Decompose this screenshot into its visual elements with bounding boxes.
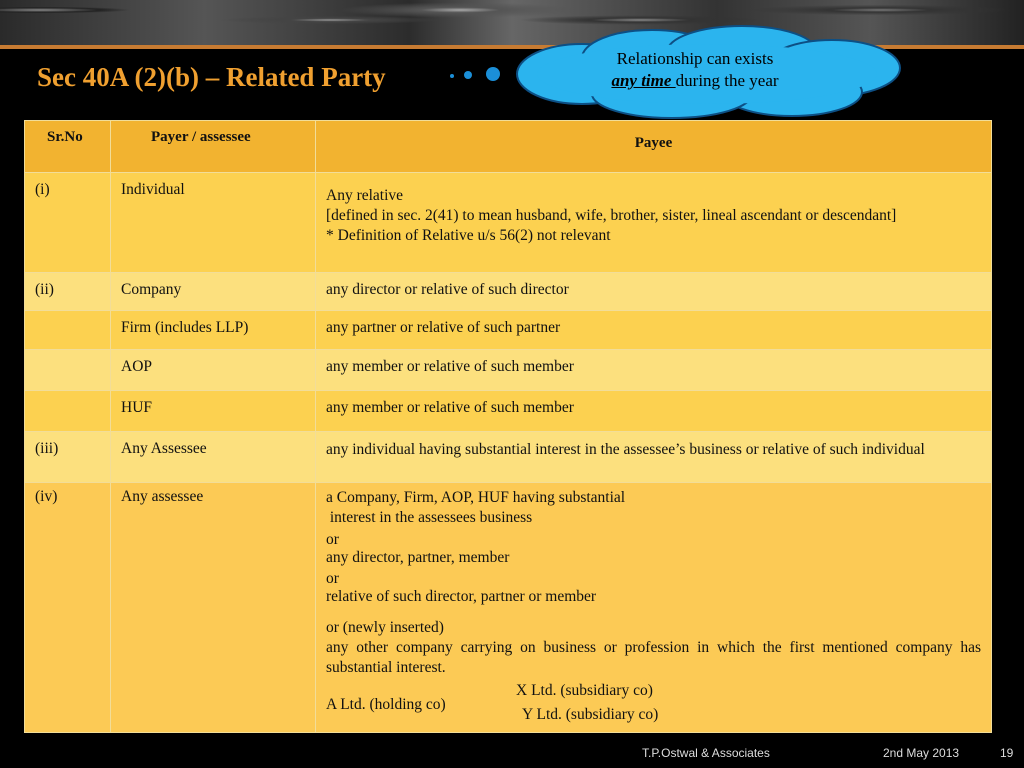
cell-sr: (iv) bbox=[25, 483, 111, 733]
cell-payee: any director or relative of such director bbox=[316, 273, 992, 311]
cell-payee: any member or relative of such member bbox=[316, 350, 992, 391]
footer-page-number: 19 bbox=[1000, 746, 1014, 760]
header-sr-no: Sr.No bbox=[25, 121, 111, 173]
cell-payer: AOP bbox=[111, 350, 316, 391]
callout-line1: Relationship can exists bbox=[616, 49, 774, 68]
cell-sr bbox=[25, 311, 111, 350]
footer-organization: T.P.Ostwal & Associates bbox=[642, 746, 770, 760]
cell-sr bbox=[25, 350, 111, 391]
payee-line: a Company, Firm, AOP, HUF having substantial bbox=[326, 489, 626, 506]
table-row bbox=[25, 432, 992, 483]
header-payer: Payer / assessee bbox=[111, 121, 316, 173]
table-row bbox=[25, 173, 992, 273]
holding-diagram bbox=[326, 682, 981, 732]
payee-line: Any relative bbox=[326, 187, 404, 204]
cell-payee bbox=[316, 173, 992, 273]
cell-sr: (i) bbox=[25, 173, 111, 273]
slide-title: Sec 40A (2)(b) – Related Party bbox=[37, 62, 386, 92]
subsidiary-x: X Ltd. (subsidiary co) bbox=[516, 682, 653, 699]
holding-company: A Ltd. (holding co) bbox=[326, 696, 446, 713]
payee-line: [defined in sec. 2(41) to mean husband, wife, brother, sister, lineal ascendant or descendant] bbox=[326, 207, 897, 224]
decorative-dot-small bbox=[450, 74, 454, 78]
cell-payee bbox=[316, 483, 992, 733]
cell-payer: Company bbox=[111, 273, 316, 311]
subsidiary-y: Y Ltd. (subsidiary co) bbox=[522, 706, 659, 723]
cell-sr bbox=[25, 391, 111, 432]
payee-line: any director, partner, member bbox=[326, 549, 510, 566]
decorative-dot-medium bbox=[464, 71, 472, 79]
header-payee: Payee bbox=[316, 121, 992, 173]
payee-line: * Definition of Relative u/s 56(2) not relevant bbox=[326, 227, 611, 244]
payee-or: or bbox=[326, 570, 339, 587]
cell-payer: Any Assessee bbox=[111, 432, 316, 483]
table-row bbox=[25, 350, 992, 391]
cell-sr: (ii) bbox=[25, 273, 111, 311]
cell-sr: (iii) bbox=[25, 432, 111, 483]
cell-payee: any member or relative of such member bbox=[316, 391, 992, 432]
decorative-dot-large bbox=[486, 67, 500, 81]
payee-newly-inserted: or (newly inserted) bbox=[326, 619, 444, 636]
table-header-row bbox=[25, 121, 992, 173]
callout-text bbox=[540, 48, 850, 92]
table-row bbox=[25, 391, 992, 432]
cell-payer: HUF bbox=[111, 391, 316, 432]
cell-payer: Individual bbox=[111, 173, 316, 273]
table-row bbox=[25, 273, 992, 311]
callout-line2 bbox=[540, 70, 850, 92]
callout-line2-rest: during the year bbox=[675, 71, 779, 90]
related-party-table bbox=[24, 120, 992, 733]
payee-line: relative of such director, partner or member bbox=[326, 588, 597, 605]
cell-payee: any individual having substantial interest in the assessee’s business or relative of such individual bbox=[316, 432, 992, 483]
cell-payee: any partner or relative of such partner bbox=[316, 311, 992, 350]
payee-line: interest in the assessees business bbox=[326, 509, 533, 526]
footer-date: 2nd May 2013 bbox=[883, 746, 960, 760]
payee-line: any other company carrying on business or profession in which the first mentioned company has substantial interest. bbox=[326, 639, 981, 676]
payee-or: or bbox=[326, 531, 339, 548]
callout-emphasis: any time bbox=[611, 71, 676, 90]
table-row bbox=[25, 311, 992, 350]
table-row bbox=[25, 483, 992, 733]
cell-payer: Any assessee bbox=[111, 483, 316, 733]
cell-payer: Firm (includes LLP) bbox=[111, 311, 316, 350]
